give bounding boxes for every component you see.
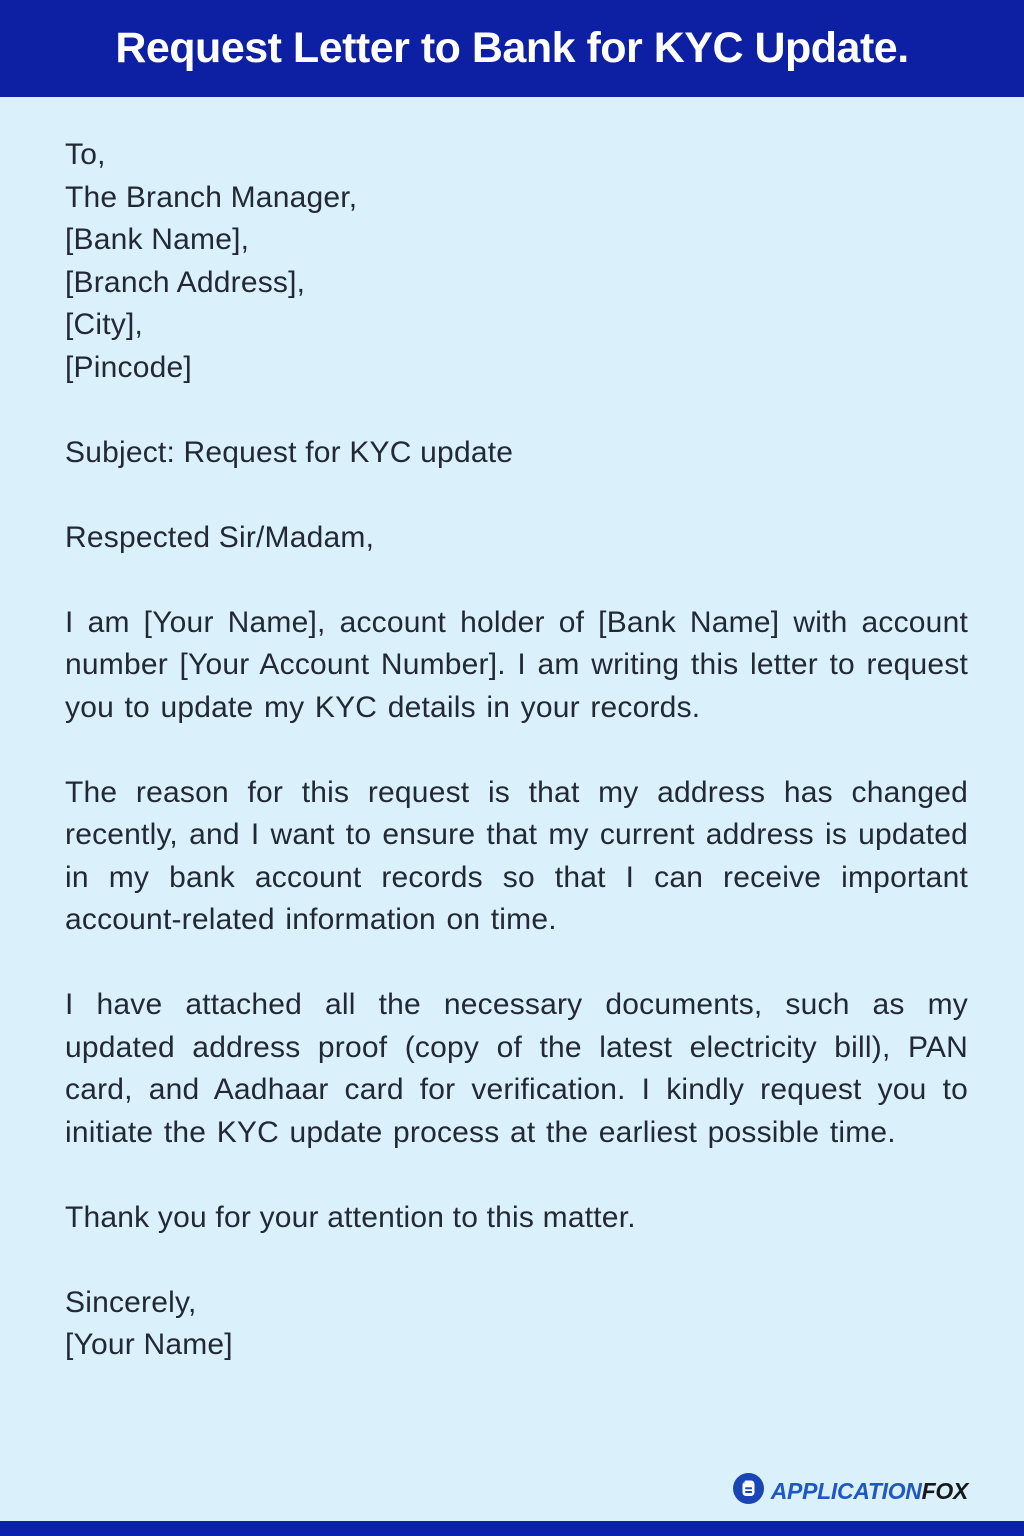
signoff	[65, 1282, 968, 1367]
letter-body	[65, 97, 968, 1367]
recipient-address	[65, 134, 968, 389]
signoff-line: Sincerely,	[65, 1285, 197, 1319]
brand-name-fox: FOX	[921, 1477, 968, 1504]
signoff-line: [Your Name]	[65, 1328, 233, 1361]
header-banner	[0, 0, 1024, 97]
brand-name	[771, 1478, 968, 1505]
subject-line: Subject: Request for KYC update	[65, 435, 514, 469]
body-paragraph: The reason for this request is that my address has changed recently, and I want to ensure that my current address is updated in my bank account records so that I can receive important account-related information on time.	[65, 775, 968, 936]
brand-name-application: APPLICATION	[770, 1477, 922, 1504]
document-icon	[733, 1473, 764, 1509]
body-paragraph: I have attached all the necessary documents, such as my updated address proof (copy of the latest electricity bill), PAN card, and Aadhaar card for verification. I kindly request you to initiate the KYC update process at the earliest possible time.	[65, 988, 968, 1149]
footer-bar	[0, 1521, 1024, 1536]
recipient-line: The Branch Manager,	[65, 180, 358, 214]
recipient-line: [Pincode]	[65, 350, 192, 384]
closing-line: Thank you for your attention to this matter.	[65, 1200, 636, 1234]
salutation: Respected Sir/Madam,	[65, 520, 375, 554]
recipient-line: [Bank Name],	[65, 223, 250, 256]
page-title: Request Letter to Bank for KYC Update.	[115, 24, 909, 72]
recipient-line: [Branch Address],	[65, 265, 306, 299]
recipient-line: [City],	[65, 308, 144, 341]
brand-logo	[733, 1473, 968, 1509]
body-paragraph: I am [Your Name], account holder of [Bank Name] with account number [Your Account Number]. I am writing this letter to request you to update my KYC details in your records.	[65, 605, 968, 724]
recipient-line: To,	[65, 138, 106, 171]
